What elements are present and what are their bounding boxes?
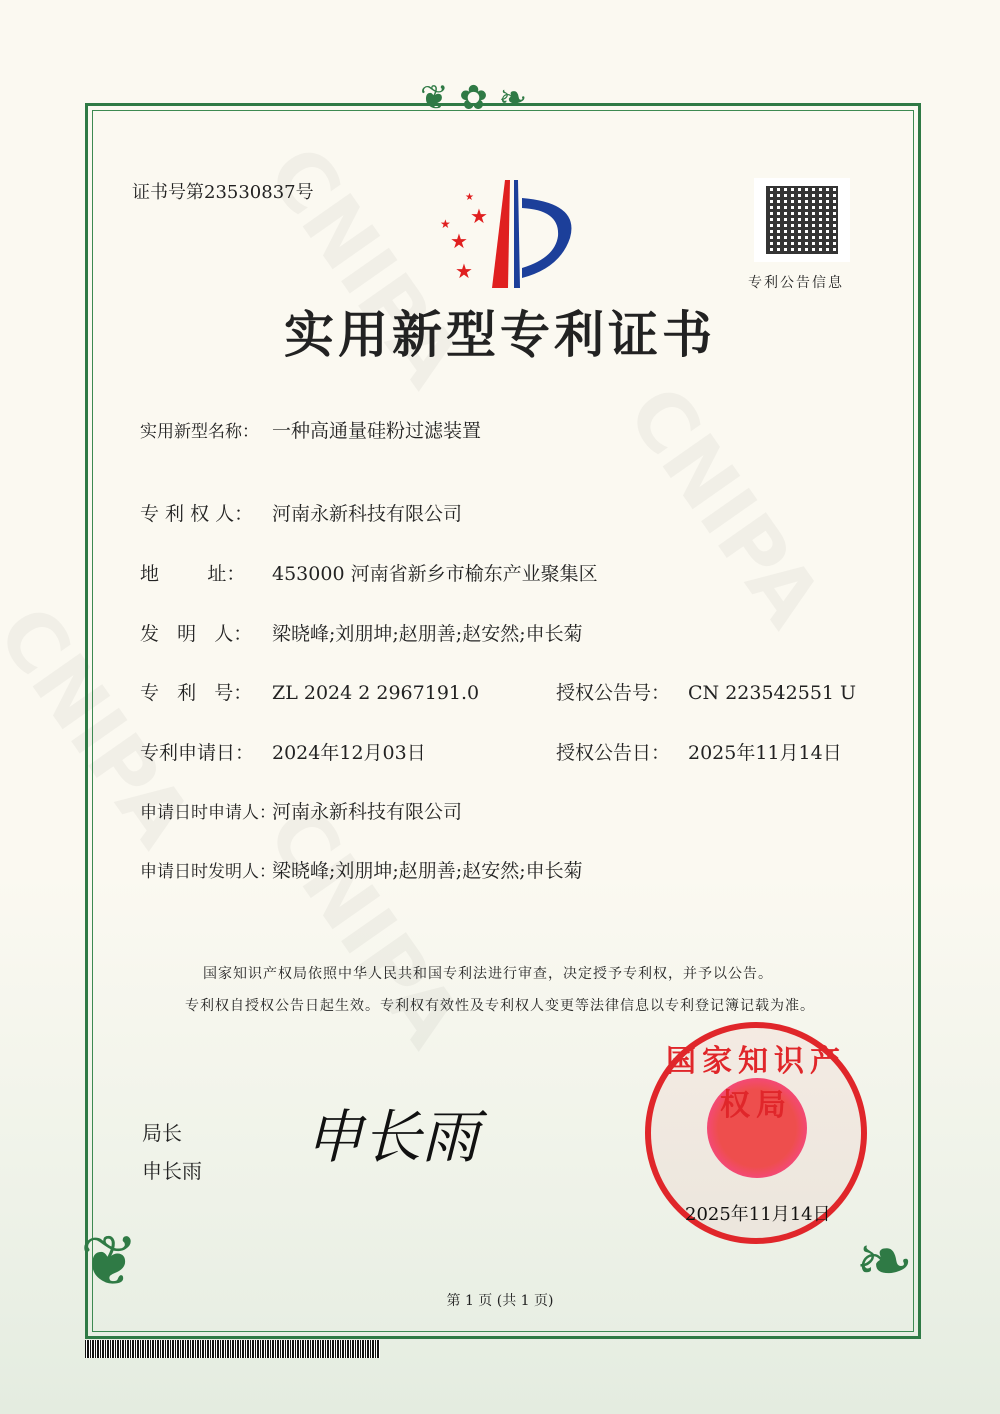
field-application-date: 专利申请日： 2024年12月03日: [140, 742, 426, 764]
corner-ornament-icon: ❧: [855, 1220, 914, 1302]
svg-text:★: ★: [465, 192, 474, 203]
seal-date: 2025年11月14日: [685, 1204, 831, 1225]
certificate-number: 证书号第23530837号: [132, 182, 314, 203]
field-inventors: 发 明 人： 梁晓峰;刘朋坤;赵朋善;赵安然;申长菊: [140, 623, 583, 645]
barcode: [85, 1340, 380, 1358]
page-number: 第 1 页 (共 1 页): [446, 1293, 554, 1309]
field-applicant-at-filing: 申请日时申请人：河南永新科技有限公司: [140, 801, 463, 823]
signatory-name: 申长雨: [142, 1159, 202, 1183]
corner-ornament-icon: ❦: [80, 1220, 139, 1302]
qr-label: 专利公告信息: [748, 275, 844, 291]
field-address: 地 址： 453000 河南省新乡市榆东产业聚集区: [140, 563, 598, 585]
notice-line-1: 国家知识产权局依照中华人民共和国专利法进行审查，决定授予专利权，并予以公告。: [203, 966, 773, 982]
field-patentee: 专 利 权 人： 河南永新科技有限公司: [140, 503, 463, 525]
svg-text:★: ★: [470, 204, 488, 228]
field-inventors-at-filing: 申请日时发明人：梁晓峰;刘朋坤;赵朋善;赵安然;申长菊: [140, 860, 583, 882]
cnipa-logo-icon: [430, 178, 580, 288]
field-grant-publication-number: 授权公告号： CN 223542551 U: [556, 682, 857, 704]
svg-text:★: ★: [450, 229, 468, 253]
svg-text:★: ★: [455, 259, 473, 283]
notice-line-2: 专利权自授权公告日起生效。专利权有效性及专利权人变更等法律信息以专利登记簿记载为准。: [185, 998, 815, 1014]
top-ornament-icon: ❦ ✿ ❧: [420, 78, 528, 118]
svg-text:★: ★: [440, 217, 451, 231]
signature: 申长雨: [305, 1103, 480, 1171]
qr-code[interactable]: [754, 178, 850, 262]
field-patent-number: 专 利 号： ZL 2024 2 2967191.0: [140, 682, 480, 704]
page-title: 实用新型专利证书: [284, 305, 716, 364]
field-grant-publication-date: 授权公告日： 2025年11月14日: [556, 742, 842, 764]
field-utility-model-name: 实用新型名称： 一种高通量硅粉过滤装置: [140, 420, 482, 442]
signatory-role: 局长: [142, 1121, 182, 1145]
official-seal: 国家知识产权局: [645, 1022, 867, 1244]
